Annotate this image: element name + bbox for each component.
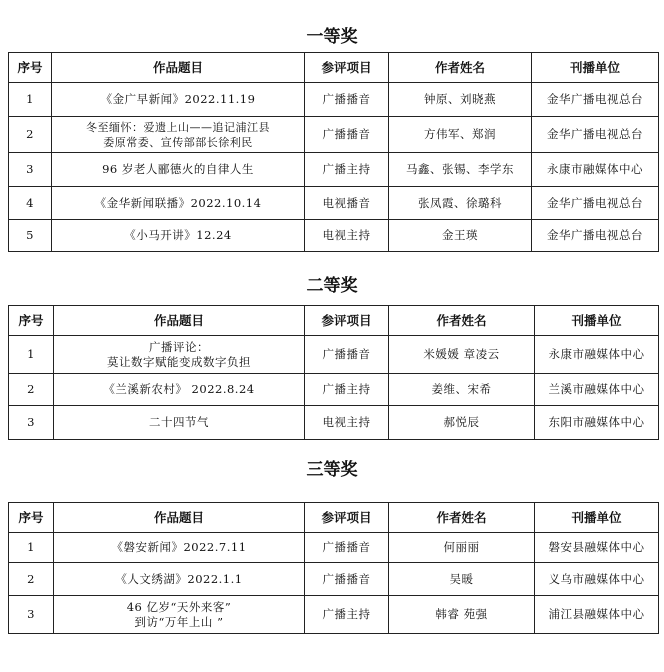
table-row	[9, 220, 659, 252]
header-unit: 刊播单位	[532, 53, 659, 83]
cell-category: 广播播音	[305, 533, 389, 563]
cell-title: 《小马开讲》12.24	[52, 220, 305, 252]
cell-title: 冬至缅怀：爱遗上山——追记浦江县 委原常委、宣传部部长徐利民	[52, 117, 305, 153]
cell-authors: 张凤霞、徐璐科	[389, 187, 532, 220]
table-row	[9, 533, 659, 563]
table-row	[9, 563, 659, 596]
cell-unit: 磐安县融媒体中心	[535, 533, 659, 563]
cell-category: 广播主持	[305, 374, 389, 406]
cell-unit: 金华广播电视总台	[532, 187, 659, 220]
cell-unit: 兰溪市融媒体中心	[535, 374, 659, 406]
header-no: 序号	[9, 306, 54, 336]
header-category: 参评项目	[305, 306, 389, 336]
cell-authors: 何丽丽	[389, 533, 535, 563]
table-header-row	[9, 53, 659, 83]
cell-no: 4	[9, 187, 52, 220]
cell-unit: 东阳市融媒体中心	[535, 406, 659, 440]
third-prize-table	[8, 502, 659, 634]
cell-category: 广播播音	[305, 563, 389, 596]
first-prize-table	[8, 52, 659, 252]
header-no: 序号	[9, 53, 52, 83]
cell-unit: 金华广播电视总台	[532, 117, 659, 153]
cell-unit: 金华广播电视总台	[532, 83, 659, 117]
header-unit: 刊播单位	[535, 503, 659, 533]
cell-category: 广播主持	[305, 153, 389, 187]
header-title: 作品题目	[52, 53, 305, 83]
table-row	[9, 117, 659, 153]
cell-title: 46 亿岁“天外来客” 到访“万年上山 ”	[54, 596, 305, 634]
table-header-row	[9, 503, 659, 533]
cell-no: 2	[9, 117, 52, 153]
header-authors: 作者姓名	[389, 53, 532, 83]
cell-no: 5	[9, 220, 52, 252]
cell-unit: 永康市融媒体中心	[532, 153, 659, 187]
cell-unit: 金华广播电视总台	[532, 220, 659, 252]
section-heading-first-prize: 一等奖	[306, 27, 358, 47]
cell-category: 广播播音	[305, 336, 389, 374]
cell-authors: 方伟军、郑润	[389, 117, 532, 153]
cell-title: 广播评论： 莫让数字赋能变成数字负担	[54, 336, 305, 374]
cell-title: 《人文绣湖》2022.1.1	[54, 563, 305, 596]
cell-category: 广播播音	[305, 117, 389, 153]
table-row	[9, 153, 659, 187]
cell-unit: 浦江县融媒体中心	[535, 596, 659, 634]
header-title: 作品题目	[54, 503, 305, 533]
cell-no: 1	[9, 533, 54, 563]
cell-category: 电视播音	[305, 187, 389, 220]
header-authors: 作者姓名	[389, 306, 535, 336]
table-row	[9, 336, 659, 374]
cell-category: 广播主持	[305, 596, 389, 634]
cell-no: 1	[9, 83, 52, 117]
cell-authors: 姜维、宋希	[389, 374, 535, 406]
header-authors: 作者姓名	[389, 503, 535, 533]
header-category: 参评项目	[305, 503, 389, 533]
cell-authors: 韩睿 苑强	[389, 596, 535, 634]
cell-authors: 金王瑛	[389, 220, 532, 252]
cell-authors: 吴暖	[389, 563, 535, 596]
table-header-row	[9, 306, 659, 336]
header-unit: 刊播单位	[535, 306, 659, 336]
cell-authors: 马鑫、张锡、李学东	[389, 153, 532, 187]
header-title: 作品题目	[54, 306, 305, 336]
table-row	[9, 374, 659, 406]
section-heading-third-prize: 三等奖	[306, 460, 358, 480]
cell-category: 广播播音	[305, 83, 389, 117]
cell-no: 3	[9, 406, 54, 440]
cell-title: 《金华新闻联播》2022.10.14	[52, 187, 305, 220]
table-row	[9, 83, 659, 117]
cell-authors: 郝悦辰	[389, 406, 535, 440]
cell-category: 电视主持	[305, 406, 389, 440]
cell-title: 《兰溪新农村》 2022.8.24	[54, 374, 305, 406]
cell-title: 《磐安新闻》2022.7.11	[54, 533, 305, 563]
table-row	[9, 406, 659, 440]
cell-authors: 钟原、刘晓燕	[389, 83, 532, 117]
cell-unit: 义乌市融媒体中心	[535, 563, 659, 596]
header-category: 参评项目	[305, 53, 389, 83]
cell-no: 2	[9, 374, 54, 406]
cell-no: 3	[9, 153, 52, 187]
cell-no: 2	[9, 563, 54, 596]
cell-category: 电视主持	[305, 220, 389, 252]
section-heading-second-prize: 二等奖	[306, 276, 358, 296]
cell-authors: 米媛媛 章凌云	[389, 336, 535, 374]
cell-unit: 永康市融媒体中心	[535, 336, 659, 374]
cell-title: 《金广早新闻》2022.11.19	[52, 83, 305, 117]
cell-title: 二十四节气	[54, 406, 305, 440]
cell-no: 1	[9, 336, 54, 374]
table-row	[9, 187, 659, 220]
table-row	[9, 596, 659, 634]
cell-no: 3	[9, 596, 54, 634]
cell-title: 96 岁老人郦德火的自律人生	[52, 153, 305, 187]
header-no: 序号	[9, 503, 54, 533]
second-prize-table	[8, 305, 659, 440]
